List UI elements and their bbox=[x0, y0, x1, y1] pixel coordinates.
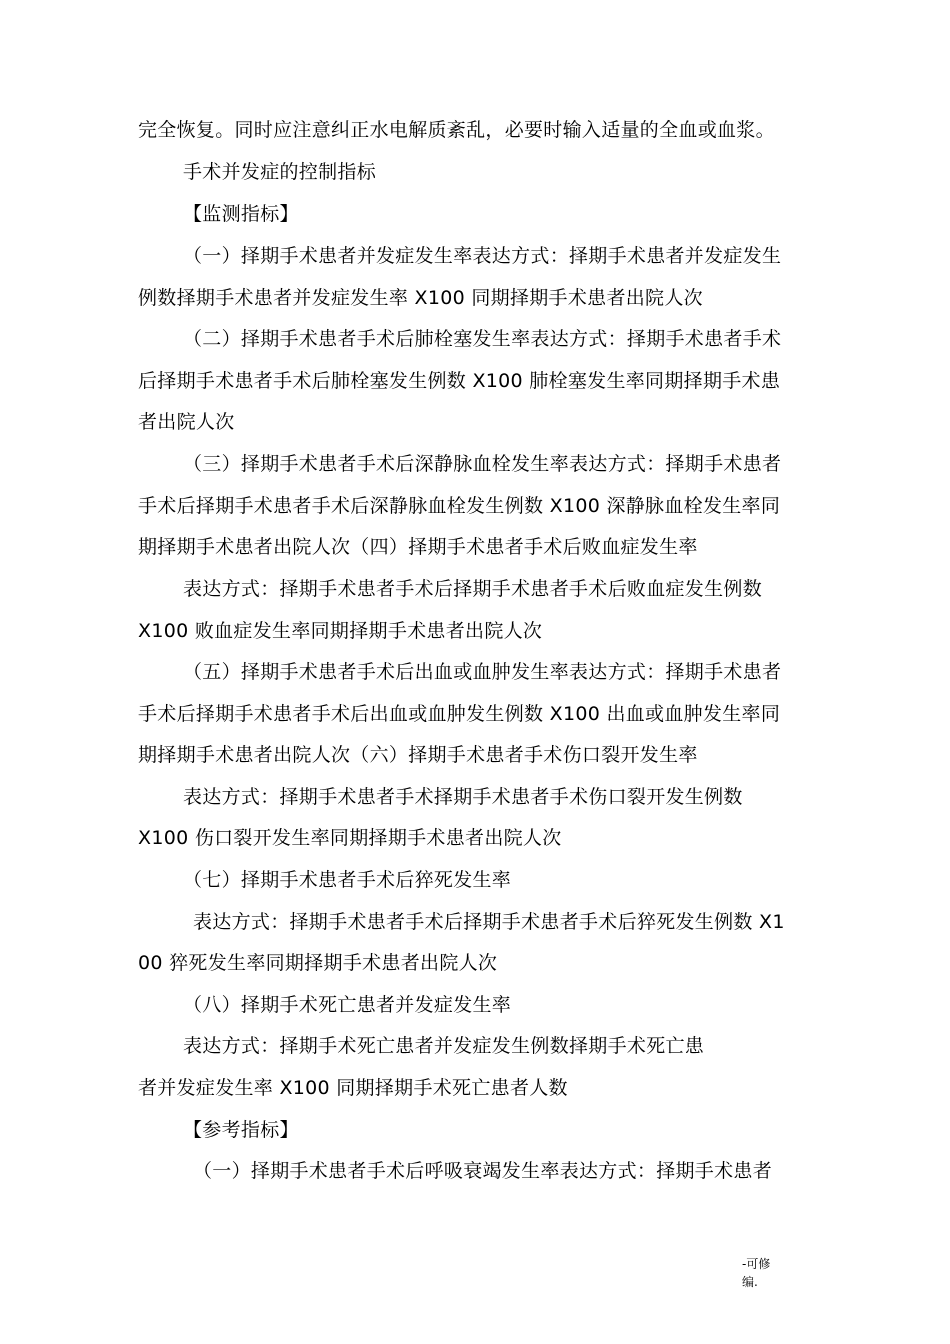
text-line-12: 表达方式：择期手术患者手术后择期手术患者手术后败血症发生例数 bbox=[183, 578, 763, 600]
text-line-8: 者出院人次 bbox=[138, 411, 235, 433]
section-heading-complication-control: 手术并发症的控制指标 bbox=[183, 161, 377, 183]
text-line-26: （一）择期手术患者手术后呼吸衰竭发生率表达方式：择期手术患者 bbox=[193, 1160, 773, 1182]
text-line-11: 期择期手术患者出院人次（四）择期手术患者手术后败血症发生率 bbox=[138, 536, 698, 558]
text-line-9: （三）择期手术患者手术后深静脉血栓发生率表达方式：择期手术患者 bbox=[183, 453, 782, 475]
text-line-6: （二）择期手术患者手术后肺栓塞发生率表达方式：择期手术患者手术 bbox=[183, 328, 782, 350]
text-line-18: X100 伤口裂开发生率同期择期手术患者出院人次 bbox=[138, 827, 562, 849]
text-line-16: 期择期手术患者出院人次（六）择期手术患者手术伤口裂开发生率 bbox=[138, 744, 698, 766]
text-line-7: 后择期手术患者手术后肺栓塞发生例数 X100 肺栓塞发生率同期择期手术患 bbox=[138, 370, 781, 392]
footer-note-line-2: 编. bbox=[742, 1275, 758, 1289]
text-line-15: 手术后择期手术患者手术后出血或血肿发生例数 X100 出血或血肿发生率同 bbox=[138, 703, 781, 725]
text-line-10: 手术后择期手术患者手术后深静脉血栓发生例数 X100 深静脉血栓发生率同 bbox=[138, 495, 781, 517]
text-line-5: 例数择期手术患者并发症发生率 X100 同期择期手术患者出院人次 bbox=[138, 287, 703, 309]
text-line-4: （一）择期手术患者并发症发生率表达方式：择期手术患者并发症发生 bbox=[183, 245, 782, 267]
text-line-17: 表达方式：择期手术患者手术择期手术患者手术伤口裂开发生例数 bbox=[183, 786, 743, 808]
section-heading-reference: 【参考指标】 bbox=[183, 1119, 299, 1141]
text-line-24: 者并发症发生率 X100 同期择期手术死亡患者人数 bbox=[138, 1077, 568, 1099]
text-line-14: （五）择期手术患者手术后出血或血肿发生率表达方式：择期手术患者 bbox=[183, 661, 782, 683]
text-line-13: X100 败血症发生率同期择期手术患者出院人次 bbox=[138, 620, 543, 642]
text-line-19: （七）择期手术患者手术后猝死发生率 bbox=[183, 869, 512, 891]
text-line-23: 表达方式：择期手术死亡患者并发症发生例数择期手术死亡患 bbox=[183, 1035, 705, 1057]
text-line-1: 完全恢复。同时应注意纠正水电解质紊乱，必要时输入适量的全血或血浆。 bbox=[138, 119, 775, 141]
footer-note-line-1: -可修 bbox=[742, 1257, 771, 1271]
text-line-22: （八）择期手术死亡患者并发症发生率 bbox=[183, 994, 512, 1016]
text-line-21: 00 猝死发生率同期择期手术患者出院人次 bbox=[138, 952, 498, 974]
text-line-20: 表达方式：择期手术患者手术后择期手术患者手术后猝死发生例数 X1 bbox=[193, 911, 785, 933]
section-heading-monitoring: 【监测指标】 bbox=[183, 203, 299, 225]
